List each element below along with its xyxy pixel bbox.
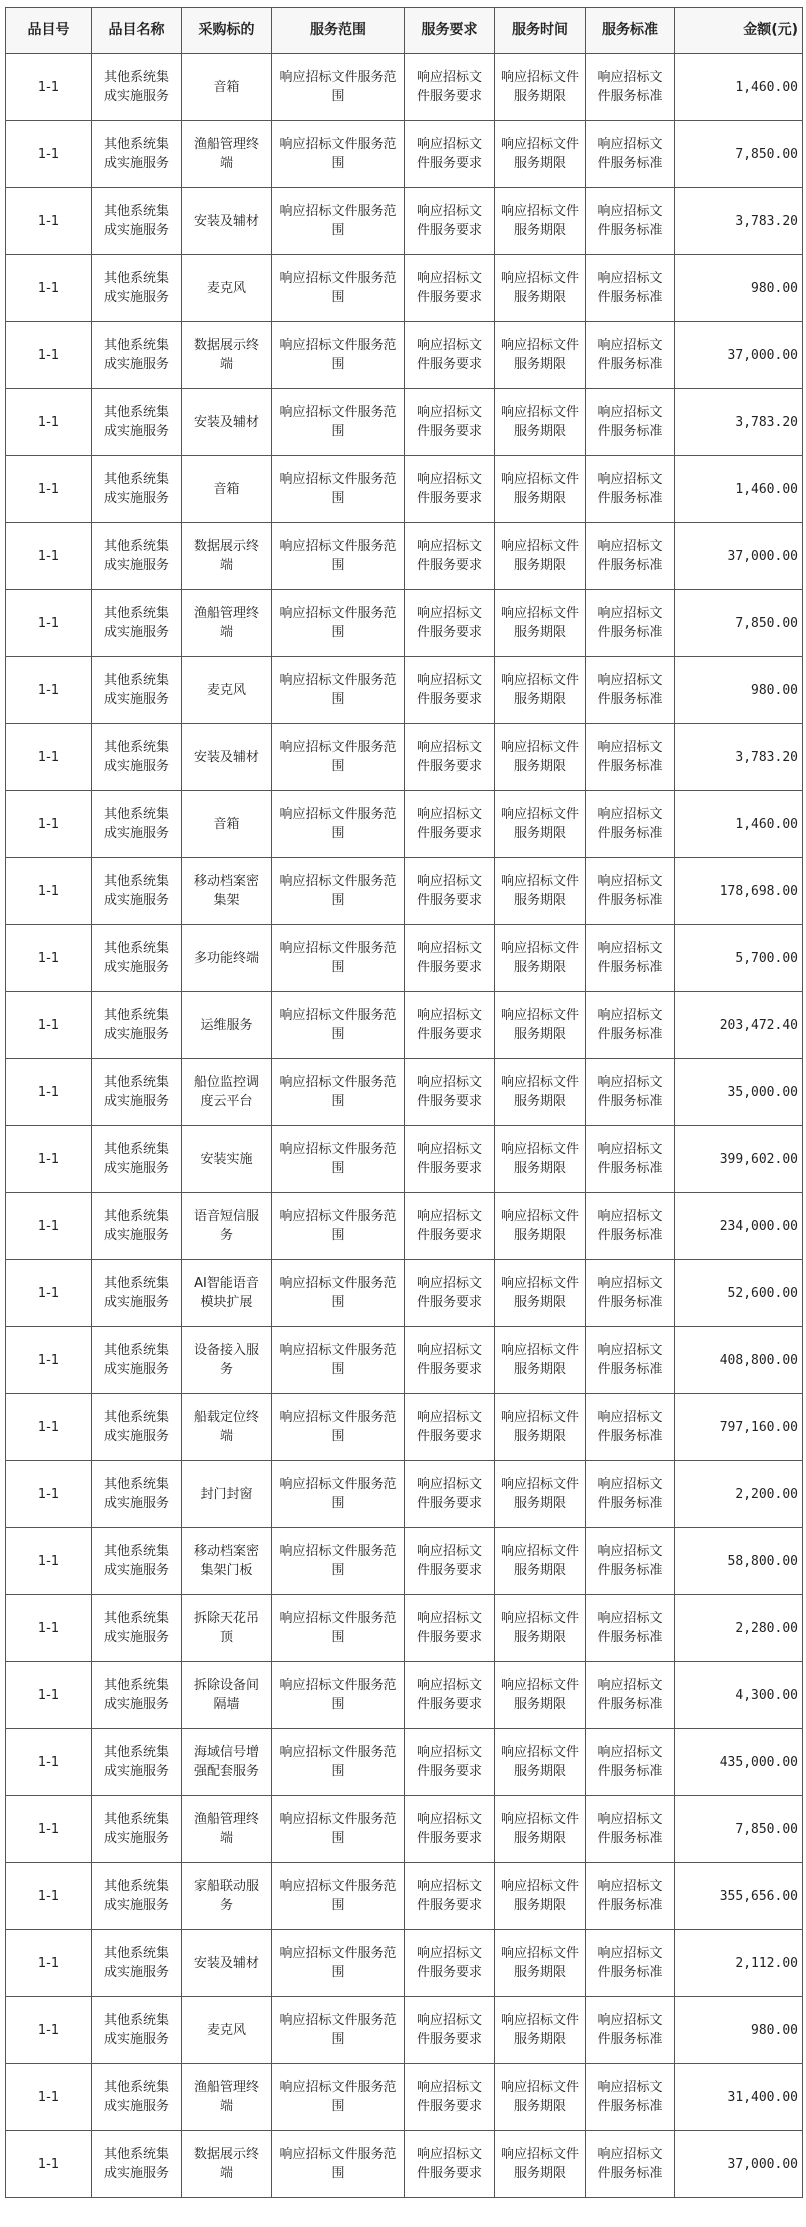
- table-row: [6, 389, 803, 456]
- target-cell: 渔船管理终端: [182, 590, 272, 657]
- amount-cell: 37,000.00: [675, 2131, 803, 2198]
- scope-cell: 响应招标文件服务范围: [272, 1260, 405, 1327]
- requirement-cell: 响应招标文件服务要求: [405, 858, 495, 925]
- scope-cell: 响应招标文件服务范围: [272, 523, 405, 590]
- standard-cell: 响应招标文件服务标准: [586, 523, 675, 590]
- target-cell: 数据展示终端: [182, 2131, 272, 2198]
- amount-cell: 435,000.00: [675, 1729, 803, 1796]
- amount-cell: 31,400.00: [675, 2064, 803, 2131]
- time-cell: 响应招标文件服务期限: [495, 523, 586, 590]
- item-name-cell: 其他系统集成实施服务: [92, 1461, 182, 1528]
- standard-cell: 响应招标文件服务标准: [586, 657, 675, 724]
- amount-cell: 3,783.20: [675, 724, 803, 791]
- target-cell: 渔船管理终端: [182, 121, 272, 188]
- scope-cell: 响应招标文件服务范围: [272, 1461, 405, 1528]
- time-cell: 响应招标文件服务期限: [495, 1528, 586, 1595]
- item-name-cell: 其他系统集成实施服务: [92, 389, 182, 456]
- header-amount: 金额(元): [675, 8, 803, 54]
- item-name-cell: 其他系统集成实施服务: [92, 1260, 182, 1327]
- requirement-cell: 响应招标文件服务要求: [405, 1930, 495, 1997]
- time-cell: 响应招标文件服务期限: [495, 188, 586, 255]
- requirement-cell: 响应招标文件服务要求: [405, 389, 495, 456]
- time-cell: 响应招标文件服务期限: [495, 255, 586, 322]
- time-cell: 响应招标文件服务期限: [495, 925, 586, 992]
- table-row: [6, 1729, 803, 1796]
- item-name-cell: 其他系统集成实施服务: [92, 1997, 182, 2064]
- scope-cell: 响应招标文件服务范围: [272, 1997, 405, 2064]
- item-no-cell: 1-1: [6, 1595, 92, 1662]
- table-row: [6, 1595, 803, 1662]
- item-no-cell: 1-1: [6, 54, 92, 121]
- item-name-cell: 其他系统集成实施服务: [92, 724, 182, 791]
- header-requirement: 服务要求: [405, 8, 495, 54]
- amount-cell: 980.00: [675, 657, 803, 724]
- item-name-cell: 其他系统集成实施服务: [92, 590, 182, 657]
- item-name-cell: 其他系统集成实施服务: [92, 1126, 182, 1193]
- standard-cell: 响应招标文件服务标准: [586, 1126, 675, 1193]
- scope-cell: 响应招标文件服务范围: [272, 1327, 405, 1394]
- item-name-cell: 其他系统集成实施服务: [92, 791, 182, 858]
- requirement-cell: 响应招标文件服务要求: [405, 1796, 495, 1863]
- requirement-cell: 响应招标文件服务要求: [405, 1059, 495, 1126]
- requirement-cell: 响应招标文件服务要求: [405, 992, 495, 1059]
- item-no-cell: 1-1: [6, 1461, 92, 1528]
- item-name-cell: 其他系统集成实施服务: [92, 1930, 182, 1997]
- requirement-cell: 响应招标文件服务要求: [405, 1997, 495, 2064]
- requirement-cell: 响应招标文件服务要求: [405, 2131, 495, 2198]
- item-name-cell: 其他系统集成实施服务: [92, 858, 182, 925]
- standard-cell: 响应招标文件服务标准: [586, 1930, 675, 1997]
- item-no-cell: 1-1: [6, 188, 92, 255]
- scope-cell: 响应招标文件服务范围: [272, 1394, 405, 1461]
- requirement-cell: 响应招标文件服务要求: [405, 1863, 495, 1930]
- item-name-cell: 其他系统集成实施服务: [92, 1327, 182, 1394]
- time-cell: 响应招标文件服务期限: [495, 121, 586, 188]
- target-cell: 家船联动服务: [182, 1863, 272, 1930]
- item-no-cell: 1-1: [6, 255, 92, 322]
- requirement-cell: 响应招标文件服务要求: [405, 1193, 495, 1260]
- time-cell: 响应招标文件服务期限: [495, 657, 586, 724]
- item-no-cell: 1-1: [6, 791, 92, 858]
- item-name-cell: 其他系统集成实施服务: [92, 1394, 182, 1461]
- amount-cell: 58,800.00: [675, 1528, 803, 1595]
- time-cell: 响应招标文件服务期限: [495, 858, 586, 925]
- header-standard: 服务标准: [586, 8, 675, 54]
- item-name-cell: 其他系统集成实施服务: [92, 255, 182, 322]
- standard-cell: 响应招标文件服务标准: [586, 2131, 675, 2198]
- standard-cell: 响应招标文件服务标准: [586, 1997, 675, 2064]
- amount-cell: 399,602.00: [675, 1126, 803, 1193]
- item-name-cell: 其他系统集成实施服务: [92, 1595, 182, 1662]
- standard-cell: 响应招标文件服务标准: [586, 1394, 675, 1461]
- requirement-cell: 响应招标文件服务要求: [405, 188, 495, 255]
- requirement-cell: 响应招标文件服务要求: [405, 1662, 495, 1729]
- item-name-cell: 其他系统集成实施服务: [92, 121, 182, 188]
- item-no-cell: 1-1: [6, 456, 92, 523]
- scope-cell: 响应招标文件服务范围: [272, 1930, 405, 1997]
- requirement-cell: 响应招标文件服务要求: [405, 1595, 495, 1662]
- item-name-cell: 其他系统集成实施服务: [92, 1796, 182, 1863]
- item-name-cell: 其他系统集成实施服务: [92, 2064, 182, 2131]
- table-row: [6, 992, 803, 1059]
- time-cell: 响应招标文件服务期限: [495, 1461, 586, 1528]
- item-name-cell: 其他系统集成实施服务: [92, 1059, 182, 1126]
- requirement-cell: 响应招标文件服务要求: [405, 1528, 495, 1595]
- standard-cell: 响应招标文件服务标准: [586, 188, 675, 255]
- standard-cell: 响应招标文件服务标准: [586, 1461, 675, 1528]
- target-cell: 安装及辅材: [182, 188, 272, 255]
- item-no-cell: 1-1: [6, 2064, 92, 2131]
- requirement-cell: 响应招标文件服务要求: [405, 255, 495, 322]
- time-cell: 响应招标文件服务期限: [495, 1729, 586, 1796]
- target-cell: 封门封窗: [182, 1461, 272, 1528]
- standard-cell: 响应招标文件服务标准: [586, 389, 675, 456]
- target-cell: 音箱: [182, 54, 272, 121]
- target-cell: 渔船管理终端: [182, 2064, 272, 2131]
- standard-cell: 响应招标文件服务标准: [586, 2064, 675, 2131]
- target-cell: 多功能终端: [182, 925, 272, 992]
- scope-cell: 响应招标文件服务范围: [272, 1528, 405, 1595]
- target-cell: 音箱: [182, 456, 272, 523]
- time-cell: 响应招标文件服务期限: [495, 992, 586, 1059]
- time-cell: 响应招标文件服务期限: [495, 1059, 586, 1126]
- item-no-cell: 1-1: [6, 1662, 92, 1729]
- requirement-cell: 响应招标文件服务要求: [405, 1394, 495, 1461]
- time-cell: 响应招标文件服务期限: [495, 54, 586, 121]
- amount-cell: 980.00: [675, 255, 803, 322]
- time-cell: 响应招标文件服务期限: [495, 322, 586, 389]
- table-row: [6, 121, 803, 188]
- scope-cell: 响应招标文件服务范围: [272, 1193, 405, 1260]
- target-cell: 数据展示终端: [182, 322, 272, 389]
- time-cell: 响应招标文件服务期限: [495, 1260, 586, 1327]
- item-name-cell: 其他系统集成实施服务: [92, 1729, 182, 1796]
- scope-cell: 响应招标文件服务范围: [272, 2064, 405, 2131]
- scope-cell: 响应招标文件服务范围: [272, 791, 405, 858]
- target-cell: 运维服务: [182, 992, 272, 1059]
- item-no-cell: 1-1: [6, 121, 92, 188]
- time-cell: 响应招标文件服务期限: [495, 1997, 586, 2064]
- item-no-cell: 1-1: [6, 1193, 92, 1260]
- target-cell: 安装及辅材: [182, 1930, 272, 1997]
- target-cell: 拆除设备间隔墙: [182, 1662, 272, 1729]
- time-cell: 响应招标文件服务期限: [495, 2131, 586, 2198]
- item-no-cell: 1-1: [6, 925, 92, 992]
- table-row: [6, 724, 803, 791]
- requirement-cell: 响应招标文件服务要求: [405, 523, 495, 590]
- item-no-cell: 1-1: [6, 322, 92, 389]
- table-row: [6, 1930, 803, 1997]
- amount-cell: 1,460.00: [675, 791, 803, 858]
- time-cell: 响应招标文件服务期限: [495, 1126, 586, 1193]
- time-cell: 响应招标文件服务期限: [495, 1930, 586, 1997]
- standard-cell: 响应招标文件服务标准: [586, 724, 675, 791]
- item-no-cell: 1-1: [6, 1059, 92, 1126]
- amount-cell: 3,783.20: [675, 188, 803, 255]
- table-row: [6, 1528, 803, 1595]
- requirement-cell: 响应招标文件服务要求: [405, 322, 495, 389]
- scope-cell: 响应招标文件服务范围: [272, 992, 405, 1059]
- amount-cell: 355,656.00: [675, 1863, 803, 1930]
- target-cell: 海域信号增强配套服务: [182, 1729, 272, 1796]
- item-no-cell: 1-1: [6, 1863, 92, 1930]
- scope-cell: 响应招标文件服务范围: [272, 1126, 405, 1193]
- time-cell: 响应招标文件服务期限: [495, 1595, 586, 1662]
- table-row: [6, 925, 803, 992]
- time-cell: 响应招标文件服务期限: [495, 2064, 586, 2131]
- item-name-cell: 其他系统集成实施服务: [92, 2131, 182, 2198]
- item-no-cell: 1-1: [6, 858, 92, 925]
- time-cell: 响应招标文件服务期限: [495, 456, 586, 523]
- item-no-cell: 1-1: [6, 1930, 92, 1997]
- table-row: [6, 2131, 803, 2198]
- item-name-cell: 其他系统集成实施服务: [92, 1863, 182, 1930]
- table-row: [6, 1059, 803, 1126]
- scope-cell: 响应招标文件服务范围: [272, 858, 405, 925]
- table-header-row: [6, 8, 803, 54]
- table-row: [6, 1260, 803, 1327]
- scope-cell: 响应招标文件服务范围: [272, 255, 405, 322]
- item-no-cell: 1-1: [6, 1394, 92, 1461]
- item-no-cell: 1-1: [6, 523, 92, 590]
- amount-cell: 7,850.00: [675, 1796, 803, 1863]
- amount-cell: 37,000.00: [675, 523, 803, 590]
- item-name-cell: 其他系统集成实施服务: [92, 523, 182, 590]
- time-cell: 响应招标文件服务期限: [495, 791, 586, 858]
- item-no-cell: 1-1: [6, 2131, 92, 2198]
- standard-cell: 响应招标文件服务标准: [586, 590, 675, 657]
- item-no-cell: 1-1: [6, 590, 92, 657]
- amount-cell: 234,000.00: [675, 1193, 803, 1260]
- amount-cell: 2,280.00: [675, 1595, 803, 1662]
- table-row: [6, 1461, 803, 1528]
- time-cell: 响应招标文件服务期限: [495, 1796, 586, 1863]
- amount-cell: 2,200.00: [675, 1461, 803, 1528]
- item-name-cell: 其他系统集成实施服务: [92, 188, 182, 255]
- scope-cell: 响应招标文件服务范围: [272, 322, 405, 389]
- table-row: [6, 456, 803, 523]
- standard-cell: 响应招标文件服务标准: [586, 1528, 675, 1595]
- item-name-cell: 其他系统集成实施服务: [92, 925, 182, 992]
- item-no-cell: 1-1: [6, 1327, 92, 1394]
- amount-cell: 1,460.00: [675, 54, 803, 121]
- time-cell: 响应招标文件服务期限: [495, 1863, 586, 1930]
- standard-cell: 响应招标文件服务标准: [586, 1595, 675, 1662]
- scope-cell: 响应招标文件服务范围: [272, 724, 405, 791]
- procurement-table: [5, 7, 803, 2198]
- target-cell: 设备接入服务: [182, 1327, 272, 1394]
- amount-cell: 3,783.20: [675, 389, 803, 456]
- amount-cell: 1,460.00: [675, 456, 803, 523]
- header-scope: 服务范围: [272, 8, 405, 54]
- target-cell: 麦克风: [182, 657, 272, 724]
- target-cell: 安装及辅材: [182, 389, 272, 456]
- header-time: 服务时间: [495, 8, 586, 54]
- scope-cell: 响应招标文件服务范围: [272, 2131, 405, 2198]
- requirement-cell: 响应招标文件服务要求: [405, 121, 495, 188]
- target-cell: 渔船管理终端: [182, 1796, 272, 1863]
- item-no-cell: 1-1: [6, 389, 92, 456]
- item-name-cell: 其他系统集成实施服务: [92, 54, 182, 121]
- target-cell: AI智能语音模块扩展: [182, 1260, 272, 1327]
- scope-cell: 响应招标文件服务范围: [272, 456, 405, 523]
- table-row: [6, 188, 803, 255]
- standard-cell: 响应招标文件服务标准: [586, 1796, 675, 1863]
- time-cell: 响应招标文件服务期限: [495, 389, 586, 456]
- amount-cell: 178,698.00: [675, 858, 803, 925]
- header-target: 采购标的: [182, 8, 272, 54]
- requirement-cell: 响应招标文件服务要求: [405, 791, 495, 858]
- amount-cell: 35,000.00: [675, 1059, 803, 1126]
- scope-cell: 响应招标文件服务范围: [272, 1796, 405, 1863]
- scope-cell: 响应招标文件服务范围: [272, 1729, 405, 1796]
- item-name-cell: 其他系统集成实施服务: [92, 992, 182, 1059]
- item-no-cell: 1-1: [6, 1729, 92, 1796]
- target-cell: 数据展示终端: [182, 523, 272, 590]
- target-cell: 移动档案密集架门板: [182, 1528, 272, 1595]
- table-row: [6, 1327, 803, 1394]
- target-cell: 安装及辅材: [182, 724, 272, 791]
- scope-cell: 响应招标文件服务范围: [272, 1595, 405, 1662]
- item-no-cell: 1-1: [6, 724, 92, 791]
- requirement-cell: 响应招标文件服务要求: [405, 590, 495, 657]
- table-row: [6, 1863, 803, 1930]
- standard-cell: 响应招标文件服务标准: [586, 1863, 675, 1930]
- time-cell: 响应招标文件服务期限: [495, 1394, 586, 1461]
- amount-cell: 203,472.40: [675, 992, 803, 1059]
- table-row: [6, 1126, 803, 1193]
- item-name-cell: 其他系统集成实施服务: [92, 1528, 182, 1595]
- table-row: [6, 54, 803, 121]
- requirement-cell: 响应招标文件服务要求: [405, 456, 495, 523]
- standard-cell: 响应招标文件服务标准: [586, 1327, 675, 1394]
- target-cell: 音箱: [182, 791, 272, 858]
- scope-cell: 响应招标文件服务范围: [272, 925, 405, 992]
- requirement-cell: 响应招标文件服务要求: [405, 1461, 495, 1528]
- scope-cell: 响应招标文件服务范围: [272, 1662, 405, 1729]
- target-cell: 麦克风: [182, 1997, 272, 2064]
- standard-cell: 响应招标文件服务标准: [586, 322, 675, 389]
- requirement-cell: 响应招标文件服务要求: [405, 2064, 495, 2131]
- table-row: [6, 1997, 803, 2064]
- amount-cell: 7,850.00: [675, 121, 803, 188]
- table-row: [6, 1796, 803, 1863]
- table-row: [6, 791, 803, 858]
- amount-cell: 4,300.00: [675, 1662, 803, 1729]
- item-name-cell: 其他系统集成实施服务: [92, 1662, 182, 1729]
- requirement-cell: 响应招标文件服务要求: [405, 657, 495, 724]
- item-name-cell: 其他系统集成实施服务: [92, 657, 182, 724]
- item-name-cell: 其他系统集成实施服务: [92, 322, 182, 389]
- time-cell: 响应招标文件服务期限: [495, 1662, 586, 1729]
- requirement-cell: 响应招标文件服务要求: [405, 925, 495, 992]
- amount-cell: 980.00: [675, 1997, 803, 2064]
- amount-cell: 2,112.00: [675, 1930, 803, 1997]
- target-cell: 麦克风: [182, 255, 272, 322]
- time-cell: 响应招标文件服务期限: [495, 1327, 586, 1394]
- amount-cell: 5,700.00: [675, 925, 803, 992]
- item-no-cell: 1-1: [6, 992, 92, 1059]
- table-row: [6, 657, 803, 724]
- standard-cell: 响应招标文件服务标准: [586, 1059, 675, 1126]
- standard-cell: 响应招标文件服务标准: [586, 121, 675, 188]
- scope-cell: 响应招标文件服务范围: [272, 657, 405, 724]
- scope-cell: 响应招标文件服务范围: [272, 590, 405, 657]
- table-row: [6, 590, 803, 657]
- standard-cell: 响应招标文件服务标准: [586, 1662, 675, 1729]
- item-no-cell: 1-1: [6, 1260, 92, 1327]
- item-no-cell: 1-1: [6, 1997, 92, 2064]
- amount-cell: 52,600.00: [675, 1260, 803, 1327]
- scope-cell: 响应招标文件服务范围: [272, 389, 405, 456]
- table-row: [6, 2064, 803, 2131]
- time-cell: 响应招标文件服务期限: [495, 724, 586, 791]
- requirement-cell: 响应招标文件服务要求: [405, 1260, 495, 1327]
- amount-cell: 7,850.00: [675, 590, 803, 657]
- standard-cell: 响应招标文件服务标准: [586, 255, 675, 322]
- scope-cell: 响应招标文件服务范围: [272, 1059, 405, 1126]
- standard-cell: 响应招标文件服务标准: [586, 456, 675, 523]
- standard-cell: 响应招标文件服务标准: [586, 54, 675, 121]
- target-cell: 船位监控调度云平台: [182, 1059, 272, 1126]
- table-row: [6, 1193, 803, 1260]
- header-item-no: 品目号: [6, 8, 92, 54]
- target-cell: 拆除天花吊顶: [182, 1595, 272, 1662]
- target-cell: 移动档案密集架: [182, 858, 272, 925]
- time-cell: 响应招标文件服务期限: [495, 1193, 586, 1260]
- amount-cell: 408,800.00: [675, 1327, 803, 1394]
- time-cell: 响应招标文件服务期限: [495, 590, 586, 657]
- table-row: [6, 1394, 803, 1461]
- item-name-cell: 其他系统集成实施服务: [92, 1193, 182, 1260]
- scope-cell: 响应招标文件服务范围: [272, 54, 405, 121]
- item-no-cell: 1-1: [6, 657, 92, 724]
- scope-cell: 响应招标文件服务范围: [272, 1863, 405, 1930]
- table-row: [6, 523, 803, 590]
- scope-cell: 响应招标文件服务范围: [272, 121, 405, 188]
- item-name-cell: 其他系统集成实施服务: [92, 456, 182, 523]
- requirement-cell: 响应招标文件服务要求: [405, 724, 495, 791]
- header-item-name: 品目名称: [92, 8, 182, 54]
- table-row: [6, 255, 803, 322]
- requirement-cell: 响应招标文件服务要求: [405, 1729, 495, 1796]
- amount-cell: 797,160.00: [675, 1394, 803, 1461]
- target-cell: 安装实施: [182, 1126, 272, 1193]
- table-row: [6, 858, 803, 925]
- standard-cell: 响应招标文件服务标准: [586, 992, 675, 1059]
- item-no-cell: 1-1: [6, 1126, 92, 1193]
- requirement-cell: 响应招标文件服务要求: [405, 1126, 495, 1193]
- standard-cell: 响应招标文件服务标准: [586, 1729, 675, 1796]
- target-cell: 语音短信服务: [182, 1193, 272, 1260]
- table-row: [6, 322, 803, 389]
- requirement-cell: 响应招标文件服务要求: [405, 1327, 495, 1394]
- item-no-cell: 1-1: [6, 1528, 92, 1595]
- table-row: [6, 1662, 803, 1729]
- requirement-cell: 响应招标文件服务要求: [405, 54, 495, 121]
- standard-cell: 响应招标文件服务标准: [586, 858, 675, 925]
- target-cell: 船载定位终端: [182, 1394, 272, 1461]
- item-no-cell: 1-1: [6, 1796, 92, 1863]
- amount-cell: 37,000.00: [675, 322, 803, 389]
- scope-cell: 响应招标文件服务范围: [272, 188, 405, 255]
- standard-cell: 响应招标文件服务标准: [586, 1260, 675, 1327]
- standard-cell: 响应招标文件服务标准: [586, 791, 675, 858]
- standard-cell: 响应招标文件服务标准: [586, 925, 675, 992]
- standard-cell: 响应招标文件服务标准: [586, 1193, 675, 1260]
